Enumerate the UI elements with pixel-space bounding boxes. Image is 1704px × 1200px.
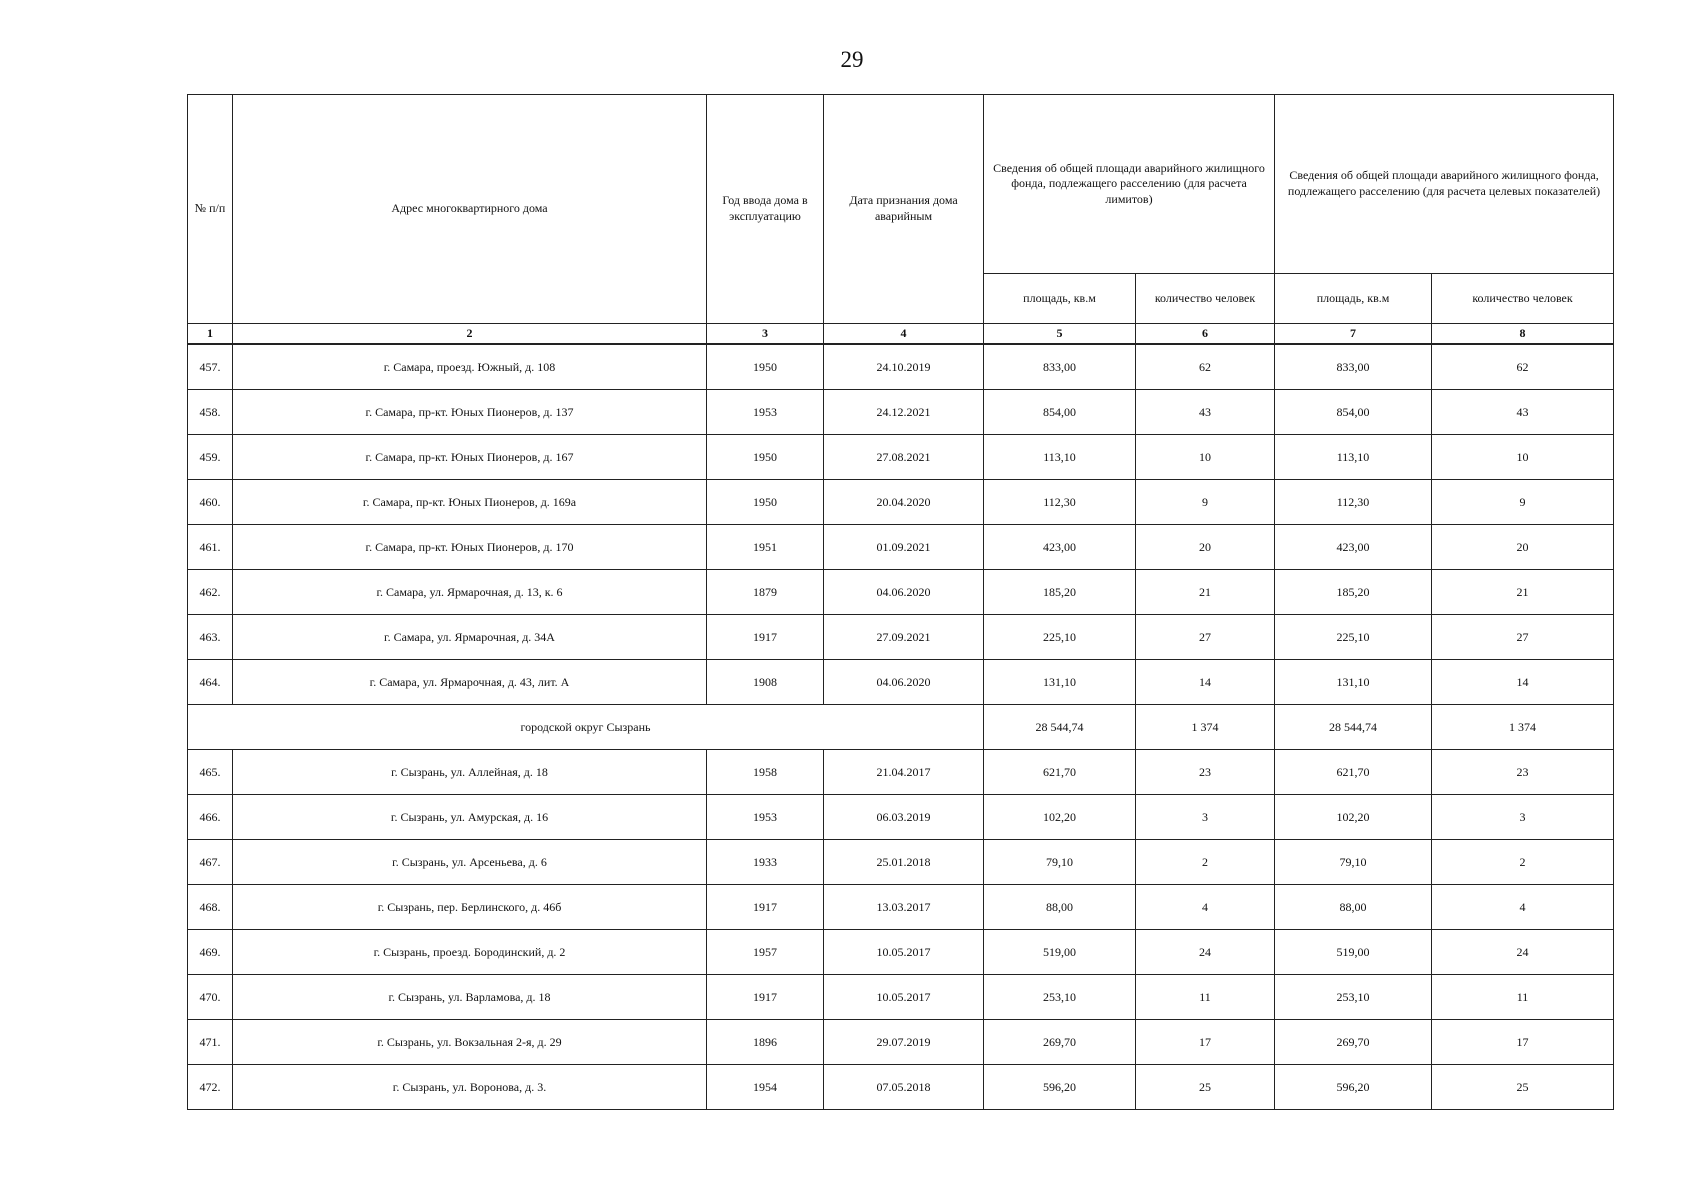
row-year: 1950 — [707, 480, 824, 525]
header-group-targets: Сведения об общей площади аварийного жилищного фонда, подлежащего расселению (для расчета целевых показателей) — [1275, 95, 1614, 274]
row-address: г. Сызрань, ул. Вокзальная 2-я, д. 29 — [233, 1020, 707, 1065]
column-number: 4 — [824, 324, 984, 345]
row-area-targets: 102,20 — [1275, 795, 1432, 840]
row-date: 29.07.2019 — [824, 1020, 984, 1065]
row-date: 10.05.2017 — [824, 975, 984, 1020]
row-year: 1879 — [707, 570, 824, 615]
row-address: г. Самара, ул. Ярмарочная, д. 13, к. 6 — [233, 570, 707, 615]
row-number: 463. — [188, 615, 233, 660]
header-people-limits: количество человек — [1136, 274, 1275, 324]
row-date: 24.12.2021 — [824, 390, 984, 435]
row-year: 1958 — [707, 750, 824, 795]
row-number: 470. — [188, 975, 233, 1020]
row-area-limits: 596,20 — [984, 1065, 1136, 1110]
row-address: г. Сызрань, ул. Аллейная, д. 18 — [233, 750, 707, 795]
row-number: 461. — [188, 525, 233, 570]
row-address: г. Сызрань, ул. Варламова, д. 18 — [233, 975, 707, 1020]
header-date: Дата признания дома аварийным — [824, 95, 984, 324]
table-row — [188, 975, 1614, 1020]
group-area-targets: 28 544,74 — [1275, 705, 1432, 750]
table-row — [188, 930, 1614, 975]
row-people-limits: 9 — [1136, 480, 1275, 525]
row-date: 07.05.2018 — [824, 1065, 984, 1110]
row-year: 1954 — [707, 1065, 824, 1110]
row-date: 04.06.2020 — [824, 660, 984, 705]
row-area-targets: 621,70 — [1275, 750, 1432, 795]
row-number: 457. — [188, 344, 233, 390]
row-people-targets: 3 — [1432, 795, 1614, 840]
group-area-limits: 28 544,74 — [984, 705, 1136, 750]
row-address: г. Самара, пр-кт. Юных Пионеров, д. 170 — [233, 525, 707, 570]
column-number: 5 — [984, 324, 1136, 345]
header-num: № п/п — [188, 95, 233, 324]
row-year: 1933 — [707, 840, 824, 885]
row-people-limits: 4 — [1136, 885, 1275, 930]
table-row — [188, 1065, 1614, 1110]
row-people-targets: 10 — [1432, 435, 1614, 480]
row-people-limits: 14 — [1136, 660, 1275, 705]
row-people-limits: 3 — [1136, 795, 1275, 840]
row-people-targets: 24 — [1432, 930, 1614, 975]
row-year: 1951 — [707, 525, 824, 570]
row-address: г. Самара, пр-кт. Юных Пионеров, д. 167 — [233, 435, 707, 480]
row-address: г. Самара, ул. Ярмарочная, д. 34А — [233, 615, 707, 660]
row-number: 458. — [188, 390, 233, 435]
row-address: г. Сызрань, ул. Воронова, д. 3. — [233, 1065, 707, 1110]
group-people-targets: 1 374 — [1432, 705, 1614, 750]
table-row — [188, 435, 1614, 480]
column-number: 3 — [707, 324, 824, 345]
row-people-limits: 43 — [1136, 390, 1275, 435]
row-area-targets: 112,30 — [1275, 480, 1432, 525]
group-people-limits: 1 374 — [1136, 705, 1275, 750]
row-area-targets: 854,00 — [1275, 390, 1432, 435]
group-subtotal-row — [188, 705, 1614, 750]
row-year: 1950 — [707, 435, 824, 480]
row-people-limits: 20 — [1136, 525, 1275, 570]
row-people-targets: 62 — [1432, 344, 1614, 390]
table-row — [188, 840, 1614, 885]
row-area-limits: 519,00 — [984, 930, 1136, 975]
row-area-targets: 269,70 — [1275, 1020, 1432, 1065]
row-people-targets: 17 — [1432, 1020, 1614, 1065]
row-date: 25.01.2018 — [824, 840, 984, 885]
row-date: 27.09.2021 — [824, 615, 984, 660]
row-number: 462. — [188, 570, 233, 615]
table-row — [188, 570, 1614, 615]
row-area-limits: 253,10 — [984, 975, 1136, 1020]
row-area-limits: 88,00 — [984, 885, 1136, 930]
row-people-targets: 2 — [1432, 840, 1614, 885]
row-area-limits: 833,00 — [984, 344, 1136, 390]
header-people-targets: количество человек — [1432, 274, 1614, 324]
table-row — [188, 344, 1614, 390]
page-number: 29 — [840, 47, 864, 72]
row-area-limits: 113,10 — [984, 435, 1136, 480]
row-year: 1908 — [707, 660, 824, 705]
row-area-limits: 854,00 — [984, 390, 1136, 435]
row-area-targets: 833,00 — [1275, 344, 1432, 390]
row-year: 1917 — [707, 885, 824, 930]
row-number: 467. — [188, 840, 233, 885]
row-year: 1917 — [707, 975, 824, 1020]
column-number: 6 — [1136, 324, 1275, 345]
table-row — [188, 795, 1614, 840]
row-area-targets: 131,10 — [1275, 660, 1432, 705]
row-people-targets: 14 — [1432, 660, 1614, 705]
group-name: городской округ Сызрань — [188, 705, 984, 750]
column-number: 1 — [188, 324, 233, 345]
row-year: 1953 — [707, 390, 824, 435]
row-number: 459. — [188, 435, 233, 480]
row-people-limits: 24 — [1136, 930, 1275, 975]
row-area-targets: 113,10 — [1275, 435, 1432, 480]
column-number: 2 — [233, 324, 707, 345]
header-area-targets: площадь, кв.м — [1275, 274, 1432, 324]
row-number: 460. — [188, 480, 233, 525]
row-year: 1953 — [707, 795, 824, 840]
row-year: 1950 — [707, 344, 824, 390]
table-row — [188, 390, 1614, 435]
row-people-targets: 4 — [1432, 885, 1614, 930]
row-area-targets: 596,20 — [1275, 1065, 1432, 1110]
row-people-limits: 10 — [1136, 435, 1275, 480]
row-area-limits: 79,10 — [984, 840, 1136, 885]
table-row — [188, 885, 1614, 930]
row-date: 13.03.2017 — [824, 885, 984, 930]
row-people-limits: 11 — [1136, 975, 1275, 1020]
row-date: 27.08.2021 — [824, 435, 984, 480]
row-date: 04.06.2020 — [824, 570, 984, 615]
row-address: г. Сызрань, ул. Амурская, д. 16 — [233, 795, 707, 840]
row-address: г. Самара, ул. Ярмарочная, д. 43, лит. А — [233, 660, 707, 705]
row-number: 465. — [188, 750, 233, 795]
row-area-limits: 269,70 — [984, 1020, 1136, 1065]
row-area-targets: 253,10 — [1275, 975, 1432, 1020]
row-date: 06.03.2019 — [824, 795, 984, 840]
row-year: 1957 — [707, 930, 824, 975]
row-address: г. Сызрань, ул. Арсеньева, д. 6 — [233, 840, 707, 885]
header-year: Год ввода дома в эксплуатацию — [707, 95, 824, 324]
row-date: 20.04.2020 — [824, 480, 984, 525]
row-number: 469. — [188, 930, 233, 975]
row-area-targets: 185,20 — [1275, 570, 1432, 615]
table-row — [188, 660, 1614, 705]
header-area-limits: площадь, кв.м — [984, 274, 1136, 324]
table-row — [188, 750, 1614, 795]
row-people-limits: 62 — [1136, 344, 1275, 390]
row-people-targets: 20 — [1432, 525, 1614, 570]
row-people-limits: 17 — [1136, 1020, 1275, 1065]
row-number: 464. — [188, 660, 233, 705]
row-people-targets: 25 — [1432, 1065, 1614, 1110]
table-row — [188, 1020, 1614, 1065]
row-people-targets: 21 — [1432, 570, 1614, 615]
row-area-limits: 423,00 — [984, 525, 1136, 570]
row-number: 471. — [188, 1020, 233, 1065]
table-row — [188, 615, 1614, 660]
row-people-targets: 43 — [1432, 390, 1614, 435]
row-people-limits: 25 — [1136, 1065, 1275, 1110]
row-area-limits: 112,30 — [984, 480, 1136, 525]
column-numbers-row — [188, 324, 1614, 345]
row-number: 472. — [188, 1065, 233, 1110]
table-row — [188, 525, 1614, 570]
row-address: г. Самара, проезд. Южный, д. 108 — [233, 344, 707, 390]
column-number: 7 — [1275, 324, 1432, 345]
table-row — [188, 480, 1614, 525]
row-year: 1917 — [707, 615, 824, 660]
header-group-limits: Сведения об общей площади аварийного жилищного фонда, подлежащего расселению (для расчета лимитов) — [984, 95, 1275, 274]
row-area-limits: 225,10 — [984, 615, 1136, 660]
row-area-limits: 131,10 — [984, 660, 1136, 705]
row-area-targets: 79,10 — [1275, 840, 1432, 885]
row-date: 21.04.2017 — [824, 750, 984, 795]
row-people-targets: 27 — [1432, 615, 1614, 660]
row-people-targets: 9 — [1432, 480, 1614, 525]
row-area-limits: 621,70 — [984, 750, 1136, 795]
row-people-limits: 23 — [1136, 750, 1275, 795]
row-area-targets: 423,00 — [1275, 525, 1432, 570]
row-address: г. Самара, пр-кт. Юных Пионеров, д. 169а — [233, 480, 707, 525]
header-address: Адрес многоквартирного дома — [233, 95, 707, 324]
row-number: 466. — [188, 795, 233, 840]
row-people-limits: 27 — [1136, 615, 1275, 660]
row-date: 10.05.2017 — [824, 930, 984, 975]
row-year: 1896 — [707, 1020, 824, 1065]
row-area-targets: 88,00 — [1275, 885, 1432, 930]
row-people-limits: 21 — [1136, 570, 1275, 615]
column-number: 8 — [1432, 324, 1614, 345]
row-area-limits: 102,20 — [984, 795, 1136, 840]
row-people-targets: 23 — [1432, 750, 1614, 795]
row-address: г. Самара, пр-кт. Юных Пионеров, д. 137 — [233, 390, 707, 435]
row-area-limits: 185,20 — [984, 570, 1136, 615]
row-address: г. Сызрань, пер. Берлинского, д. 46б — [233, 885, 707, 930]
row-people-limits: 2 — [1136, 840, 1275, 885]
row-people-targets: 11 — [1432, 975, 1614, 1020]
row-date: 01.09.2021 — [824, 525, 984, 570]
row-area-targets: 225,10 — [1275, 615, 1432, 660]
row-date: 24.10.2019 — [824, 344, 984, 390]
row-area-targets: 519,00 — [1275, 930, 1432, 975]
emergency-housing-table — [187, 94, 1614, 1110]
row-address: г. Сызрань, проезд. Бородинский, д. 2 — [233, 930, 707, 975]
row-number: 468. — [188, 885, 233, 930]
